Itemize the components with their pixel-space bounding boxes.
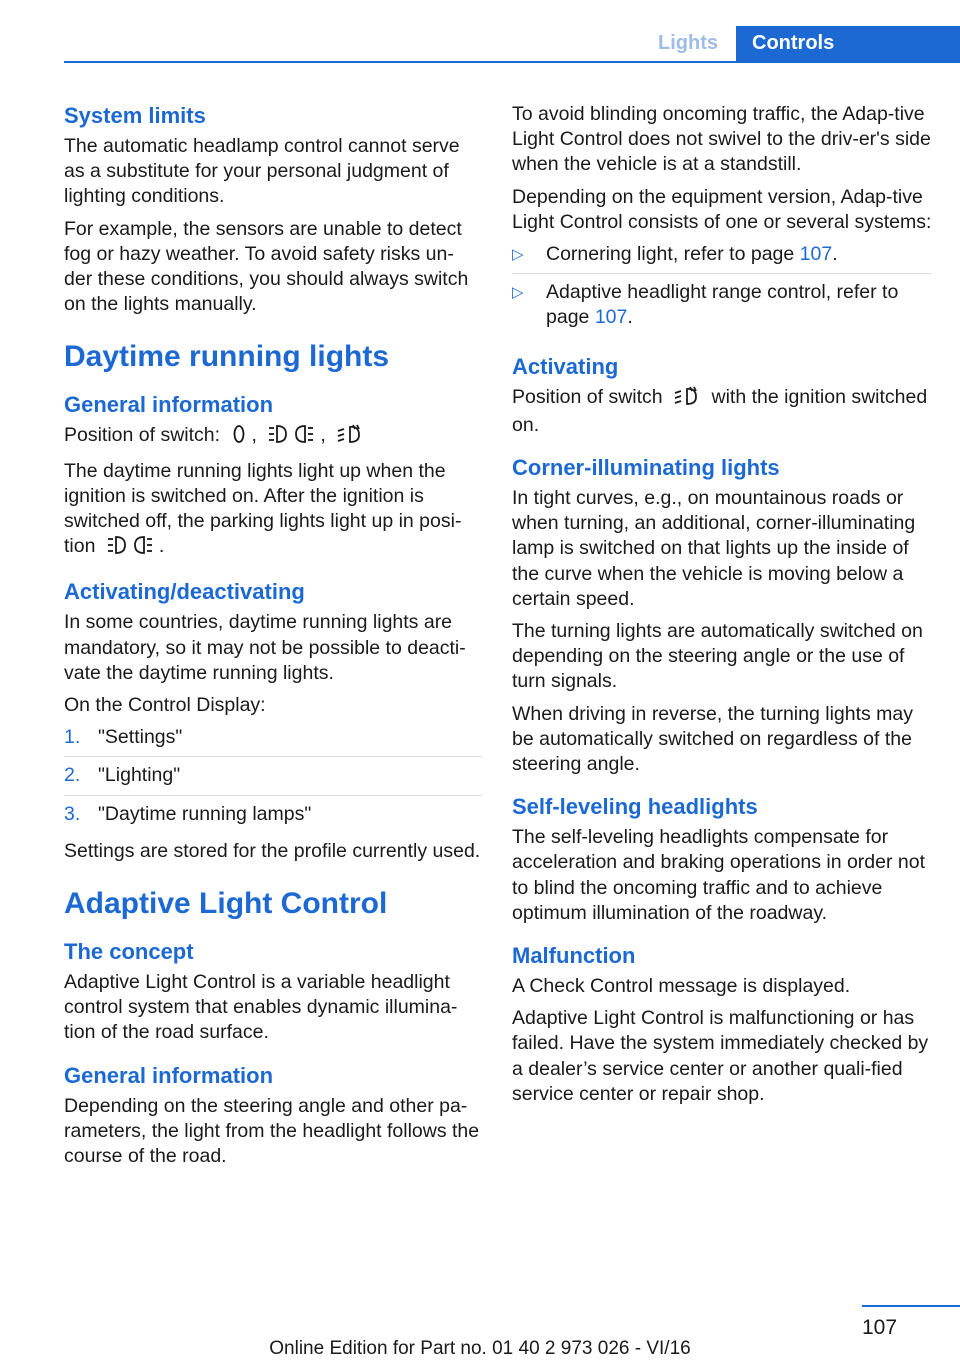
auto-headlight-icon [337,424,363,451]
edition-footer: Online Edition for Part no. 01 40 2 973 026 - VI/16 [269,1338,691,1359]
step-text: "Settings" [98,726,183,749]
light-switch-0-icon [232,424,246,451]
activating-deactivating-heading: Activating/deactivating [64,579,305,605]
alc-general-heading: General information [64,1062,274,1088]
header-tab-lights: Lights [658,32,718,54]
footer-rule [862,1305,960,1307]
system-limits-paragraph-2: For example, the sensors are unable to detect fog or hazy weather. To avoid safety risks un-der these conditions, you should always switch on the lights manually. [64,217,469,316]
parking-lights-icon [107,535,153,562]
header-tab-controls: Controls [736,26,960,61]
step-number: 1. [64,726,81,749]
corner-paragraph-3: When driving in reverse, the turning lights may be automatically switched on regardless of the steering angle. [512,702,914,776]
system-text: Cornering light, refer to page [546,243,800,266]
list-item: ▷ Adaptive headlight range control, refer to page 107. [512,281,899,329]
malfunction-heading: Malfunction [512,943,636,969]
systems-list [512,242,932,337]
system-limits-paragraph-1: The automatic headlamp control cannot serve as a substitute for your personal judgment of lighting conditions. [64,135,460,208]
daytime-running-lights-title: Daytime running lights [64,340,390,374]
self-leveling-paragraph: The self-leveling headlights compensate for acceleration and braking operations in order not to blind the oncoming traffic and to achieve optimum illumination of the roadway. [512,826,926,924]
corner-paragraph-1: In tight curves, e.g., on mountainous roads or when turning, an additional, corner-illuminating lamp is switched on that lights up the inside of the curve when the vehicle is moving below a certain speed. [512,487,916,610]
list-item: ▷ Cornering light, refer to page 107. [512,242,932,274]
switch-position-label: Position of switch: [64,424,221,447]
activating-heading: Activating [512,353,619,379]
activating-paragraph [512,385,932,438]
activating-pre-text: Position of switch [512,385,663,408]
right-column [512,102,932,1114]
concept-paragraph: Adaptive Light Control is a variable headlight control system that enables dynamic illumina-tion of the road surface. [64,971,458,1044]
settings-stored-paragraph: Settings are stored for the profile currently used. [64,839,481,862]
step-text: "Lighting" [98,764,181,787]
system-text: Adaptive headlight range control, refer to page [546,281,899,329]
malfunction-paragraph-1: A Check Control message is displayed. [512,975,851,998]
list-item [64,802,482,833]
settings-steps-list [64,725,482,833]
daytime-general-heading: General information [64,392,274,418]
control-display-paragraph: On the Control Display: [64,694,266,717]
activating-post-text: with the ignition switched on. [512,385,928,436]
corner-paragraph-2: The turning lights are automatically switched on depending on the steering angle or the use of turn signals. [512,620,923,693]
daytime-lights-text: The daytime running lights light up when the ignition is switched on. After the ignition is switched off, the parking lights light up in posi-tion [64,459,462,558]
self-leveling-heading: Self-leveling headlights [512,794,758,820]
equipment-paragraph: Depending on the equipment version, Adap-tive Light Control consists of one or several systems: [512,185,932,233]
step-text: "Daytime running lamps" [98,802,312,825]
step-number: 2. [64,764,81,787]
daytime-switch-positions: Position of switch: , , [64,423,482,451]
left-column [64,102,482,1176]
blinding-paragraph: To avoid blinding oncoming traffic, the Adap-tive Light Control does not swivel to the driv-er's side when the vehicle is at a standstill. [512,103,931,176]
adaptive-light-control-title: Adaptive Light Control [64,887,388,921]
alc-general-paragraph: Depending on the steering angle and other pa-rameters, the light from the headlight follows the course of the road. [64,1094,480,1168]
concept-heading: The concept [64,939,194,965]
system-limits-heading: System limits [64,103,206,128]
header-rule [64,61,960,63]
countries-paragraph: In some countries, daytime running lights are mandatory, so it may not be possible to deacti-vate the daytime running lights. [64,611,466,684]
daytime-lights-paragraph: The daytime running lights light up when the ignition is switched on. After the ignition is switched off, the parking lights light up in posi-tion . [64,459,482,563]
page-number: 107 [862,1316,898,1339]
step-number: 3. [64,802,81,825]
list-item [64,763,482,795]
auto-headlight-icon [674,386,700,413]
page-link[interactable]: 107 [594,306,628,329]
corner-illuminating-heading: Corner-illuminating lights [512,455,780,481]
triangle-bullet-icon: ▷ [512,284,524,302]
parking-lights-icon [268,424,314,451]
page-link[interactable]: 107 [799,243,833,266]
list-item [64,725,482,757]
malfunction-paragraph-2: Adaptive Light Control is malfunctioning or has failed. Have the system immediately checked by a dealer’s service center or another quali-fied service center or repair shop. [512,1007,929,1105]
triangle-bullet-icon: ▷ [512,246,524,264]
